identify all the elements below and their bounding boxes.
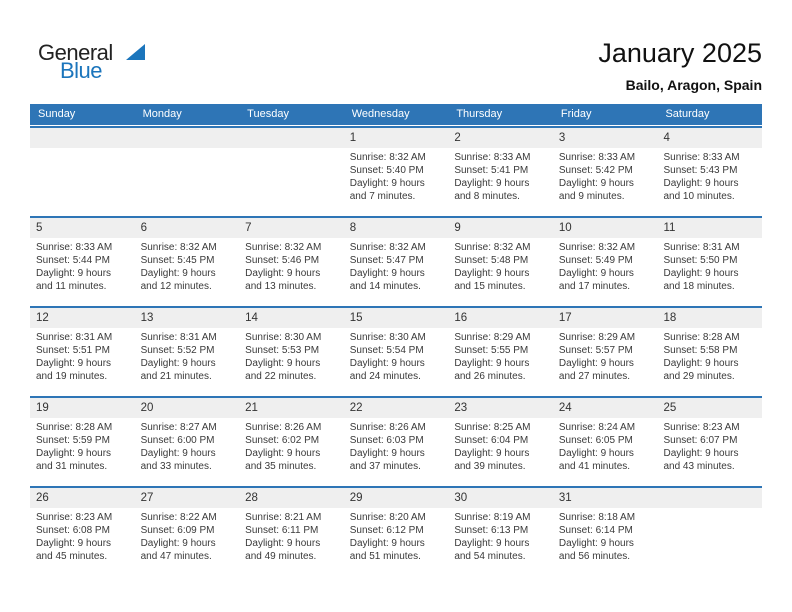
sunset-text: Sunset: 6:11 PM [245, 525, 319, 536]
day-number: 4 [663, 132, 670, 144]
calendar-day-cell [135, 328, 240, 383]
sunset-text: Sunset: 5:42 PM [558, 165, 633, 176]
week-row [30, 216, 762, 305]
sunrise-text: Sunrise: 8:19 AM [454, 512, 531, 523]
sunrise-text: Sunrise: 8:18 AM [558, 512, 636, 523]
day-number: 16 [454, 312, 468, 324]
empty-day-number [30, 128, 135, 148]
daylight-text: Daylight: 9 hours and 18 minutes. [663, 268, 739, 292]
sunset-text: Sunset: 6:12 PM [349, 525, 424, 536]
day-info-strip [30, 418, 762, 473]
calendar-day-cell [448, 418, 553, 473]
sunrise-text: Sunrise: 8:33 AM [663, 152, 740, 163]
calendar-day-cell [30, 238, 135, 293]
day-number: 1 [349, 132, 357, 144]
sunrise-text: Sunrise: 8:31 AM [36, 332, 113, 343]
sunset-text: Sunset: 5:44 PM [36, 255, 110, 266]
calendar-day-cell [553, 238, 658, 293]
day-number: 15 [349, 312, 363, 324]
sunrise-text: Sunrise: 8:32 AM [558, 242, 636, 253]
day-number: 29 [349, 492, 363, 504]
day-info-strip [30, 238, 762, 293]
calendar-day-cell [657, 238, 762, 293]
sunrise-text: Sunrise: 8:33 AM [454, 152, 531, 163]
calendar-day-cell [448, 328, 553, 383]
day-number: 28 [245, 492, 258, 504]
sunrise-text: Sunrise: 8:32 AM [454, 242, 531, 253]
sunrise-text: Sunrise: 8:24 AM [558, 422, 636, 433]
day-number: 20 [140, 402, 154, 414]
sunrise-text: Sunrise: 8:33 AM [558, 152, 636, 163]
empty-day-number [239, 128, 344, 148]
day-info-strip [30, 328, 762, 383]
day-number: 11 [663, 222, 676, 234]
sunset-text: Sunset: 5:45 PM [140, 255, 215, 266]
sunset-text: Sunset: 6:07 PM [663, 435, 738, 446]
sunset-text: Sunset: 6:04 PM [454, 435, 529, 446]
sunset-text: Sunset: 5:55 PM [454, 345, 529, 356]
daylight-text: Daylight: 9 hours and 47 minutes. [140, 538, 216, 562]
calendar-day-cell [135, 508, 240, 563]
day-info-strip [30, 508, 762, 563]
daylight-text: Daylight: 9 hours and 15 minutes. [454, 268, 530, 292]
sunrise-text: Sunrise: 8:31 AM [140, 332, 217, 343]
sunrise-text: Sunrise: 8:25 AM [454, 422, 531, 433]
day-number: 25 [663, 402, 677, 414]
day-number: 2 [454, 132, 461, 144]
sunset-text: Sunset: 5:50 PM [663, 255, 738, 266]
daylight-text: Daylight: 9 hours and 9 minutes. [558, 178, 634, 202]
sunset-text: Sunset: 6:09 PM [140, 525, 215, 536]
sunrise-text: Sunrise: 8:29 AM [454, 332, 531, 343]
daylight-text: Daylight: 9 hours and 12 minutes. [140, 268, 216, 292]
daylight-text: Daylight: 9 hours and 10 minutes. [663, 178, 739, 202]
calendar-day-cell [448, 148, 553, 203]
day-number: 9 [454, 222, 461, 234]
calendar-day-cell [135, 238, 240, 293]
calendar-grid [30, 104, 762, 575]
daylight-text: Daylight: 9 hours and 37 minutes. [349, 448, 425, 472]
calendar-day-cell [344, 328, 449, 383]
daylight-text: Daylight: 9 hours and 17 minutes. [558, 268, 634, 292]
sunset-text: Sunset: 6:05 PM [558, 435, 633, 446]
day-number: 6 [140, 222, 147, 234]
day-number: 31 [558, 492, 572, 504]
calendar-day-cell [239, 238, 344, 293]
week-row [30, 396, 762, 485]
calendar-day-cell [239, 328, 344, 383]
daylight-text: Daylight: 9 hours and 31 minutes. [36, 448, 112, 472]
calendar-day-cell [553, 418, 658, 473]
sunrise-text: Sunrise: 8:26 AM [349, 422, 426, 433]
day-number-strip [30, 308, 762, 328]
day-number-strip [30, 128, 762, 148]
sunrise-text: Sunrise: 8:20 AM [349, 512, 426, 523]
page-subtitle: Bailo, Aragon, Spain [625, 77, 762, 93]
sunrise-text: Sunrise: 8:31 AM [663, 242, 740, 253]
daylight-text: Daylight: 9 hours and 19 minutes. [36, 358, 112, 382]
sunrise-text: Sunrise: 8:21 AM [245, 512, 322, 523]
daylight-text: Daylight: 9 hours and 56 minutes. [558, 538, 634, 562]
weekday-label: Monday [142, 108, 182, 120]
day-number: 23 [454, 402, 468, 414]
day-number: 3 [558, 132, 566, 144]
day-number: 22 [349, 402, 363, 414]
day-number-strip [30, 398, 762, 418]
calendar-day-cell [30, 328, 135, 383]
weekday-label: Friday [560, 108, 592, 120]
daylight-text: Daylight: 9 hours and 21 minutes. [140, 358, 216, 382]
logo-text-general: General [38, 40, 113, 65]
sunset-text: Sunset: 5:59 PM [36, 435, 110, 446]
daylight-text: Daylight: 9 hours and 8 minutes. [454, 178, 530, 202]
daylight-text: Daylight: 9 hours and 13 minutes. [245, 268, 321, 292]
calendar-day-cell [135, 418, 240, 473]
sunrise-text: Sunrise: 8:23 AM [36, 512, 113, 523]
weeks-container [30, 126, 762, 575]
day-number: 21 [245, 402, 258, 414]
calendar-day-cell [344, 238, 449, 293]
sunset-text: Sunset: 6:00 PM [140, 435, 215, 446]
sunset-text: Sunset: 5:43 PM [663, 165, 738, 176]
calendar-day-cell [30, 508, 135, 563]
sunset-text: Sunset: 5:52 PM [140, 345, 215, 356]
daylight-text: Daylight: 9 hours and 35 minutes. [245, 448, 321, 472]
sunrise-text: Sunrise: 8:28 AM [663, 332, 740, 343]
sunrise-text: Sunrise: 8:26 AM [245, 422, 322, 433]
weekday-label: Saturday [665, 108, 710, 120]
weekday-label: Tuesday [247, 108, 289, 120]
daylight-text: Daylight: 9 hours and 45 minutes. [36, 538, 112, 562]
day-number-strip [30, 218, 762, 238]
day-number: 26 [36, 492, 49, 504]
daylight-text: Daylight: 9 hours and 54 minutes. [454, 538, 530, 562]
day-number: 14 [245, 312, 258, 324]
day-info-strip [30, 148, 762, 203]
daylight-text: Daylight: 9 hours and 7 minutes. [349, 178, 425, 202]
calendar-day-cell [344, 508, 449, 563]
empty-day-cell [657, 508, 762, 563]
calendar-day-cell [657, 328, 762, 383]
weekday-label: Wednesday [351, 108, 410, 120]
sunrise-text: Sunrise: 8:29 AM [558, 332, 636, 343]
empty-day-number [135, 128, 240, 148]
daylight-text: Daylight: 9 hours and 49 minutes. [245, 538, 321, 562]
day-number: 24 [558, 402, 572, 414]
daylight-text: Daylight: 9 hours and 41 minutes. [558, 448, 634, 472]
day-number: 18 [663, 312, 677, 324]
empty-day-number [657, 488, 762, 508]
day-number: 13 [140, 312, 154, 324]
page-title: January 2025 [598, 38, 762, 68]
sunrise-text: Sunrise: 8:30 AM [349, 332, 426, 343]
sunrise-text: Sunrise: 8:28 AM [36, 422, 113, 433]
day-number: 30 [454, 492, 468, 504]
sunrise-text: Sunrise: 8:30 AM [245, 332, 322, 343]
day-number: 10 [558, 222, 572, 234]
sunrise-text: Sunrise: 8:32 AM [349, 152, 426, 163]
calendar-day-cell [344, 418, 449, 473]
calendar-day-cell [657, 418, 762, 473]
calendar-day-cell [239, 508, 344, 563]
week-row [30, 486, 762, 575]
sunset-text: Sunset: 6:08 PM [36, 525, 110, 536]
sunrise-text: Sunrise: 8:32 AM [349, 242, 426, 253]
empty-day-cell [135, 148, 240, 203]
day-number: 12 [36, 312, 49, 324]
day-number: 27 [140, 492, 154, 504]
daylight-text: Daylight: 9 hours and 43 minutes. [663, 448, 739, 472]
daylight-text: Daylight: 9 hours and 14 minutes. [349, 268, 425, 292]
empty-day-cell [239, 148, 344, 203]
calendar-day-cell [344, 148, 449, 203]
empty-day-cell [30, 148, 135, 203]
week-row [30, 126, 762, 215]
sunset-text: Sunset: 5:46 PM [245, 255, 320, 266]
daylight-text: Daylight: 9 hours and 22 minutes. [245, 358, 321, 382]
sunrise-text: Sunrise: 8:23 AM [663, 422, 740, 433]
sunset-text: Sunset: 5:49 PM [558, 255, 633, 266]
weekday-label: Sunday [38, 108, 76, 120]
calendar-day-cell [30, 418, 135, 473]
weekday-label: Thursday [456, 108, 503, 120]
daylight-text: Daylight: 9 hours and 39 minutes. [454, 448, 530, 472]
sunset-text: Sunset: 5:57 PM [558, 345, 633, 356]
day-number: 19 [36, 402, 49, 414]
day-number: 5 [36, 222, 43, 234]
general-blue-logo [38, 40, 168, 90]
day-number-strip [30, 488, 762, 508]
calendar-day-cell [239, 418, 344, 473]
sunset-text: Sunset: 5:54 PM [349, 345, 424, 356]
sunset-text: Sunset: 5:47 PM [349, 255, 424, 266]
daylight-text: Daylight: 9 hours and 33 minutes. [140, 448, 216, 472]
sunrise-text: Sunrise: 8:33 AM [36, 242, 113, 253]
day-number: 17 [558, 312, 572, 324]
calendar-day-cell [553, 148, 658, 203]
sunrise-text: Sunrise: 8:22 AM [140, 512, 217, 523]
sunrise-text: Sunrise: 8:27 AM [140, 422, 217, 433]
day-number: 8 [349, 222, 357, 234]
calendar-day-cell [448, 238, 553, 293]
calendar-day-cell [553, 508, 658, 563]
calendar-day-cell [553, 328, 658, 383]
sunset-text: Sunset: 6:14 PM [558, 525, 633, 536]
sunset-text: Sunset: 5:53 PM [245, 345, 320, 356]
sunset-text: Sunset: 5:48 PM [454, 255, 529, 266]
daylight-text: Daylight: 9 hours and 51 minutes. [349, 538, 425, 562]
sunrise-text: Sunrise: 8:32 AM [140, 242, 217, 253]
sunset-text: Sunset: 5:41 PM [454, 165, 529, 176]
daylight-text: Daylight: 9 hours and 26 minutes. [454, 358, 530, 382]
sunset-text: Sunset: 5:58 PM [663, 345, 738, 356]
day-number: 7 [245, 222, 252, 234]
logo-triangle-icon [126, 44, 145, 66]
week-row [30, 306, 762, 395]
weekday-header-row [30, 104, 762, 125]
sunrise-text: Sunrise: 8:32 AM [245, 242, 322, 253]
daylight-text: Daylight: 9 hours and 29 minutes. [663, 358, 739, 382]
sunset-text: Sunset: 6:13 PM [454, 525, 529, 536]
calendar-day-cell [657, 148, 762, 203]
sunset-text: Sunset: 5:51 PM [36, 345, 110, 356]
daylight-text: Daylight: 9 hours and 24 minutes. [349, 358, 425, 382]
sunset-text: Sunset: 6:03 PM [349, 435, 424, 446]
daylight-text: Daylight: 9 hours and 27 minutes. [558, 358, 634, 382]
calendar-day-cell [448, 508, 553, 563]
logo-text-blue: Blue [60, 58, 103, 83]
sunset-text: Sunset: 6:02 PM [245, 435, 320, 446]
sunset-text: Sunset: 5:40 PM [349, 165, 424, 176]
daylight-text: Daylight: 9 hours and 11 minutes. [36, 268, 112, 292]
